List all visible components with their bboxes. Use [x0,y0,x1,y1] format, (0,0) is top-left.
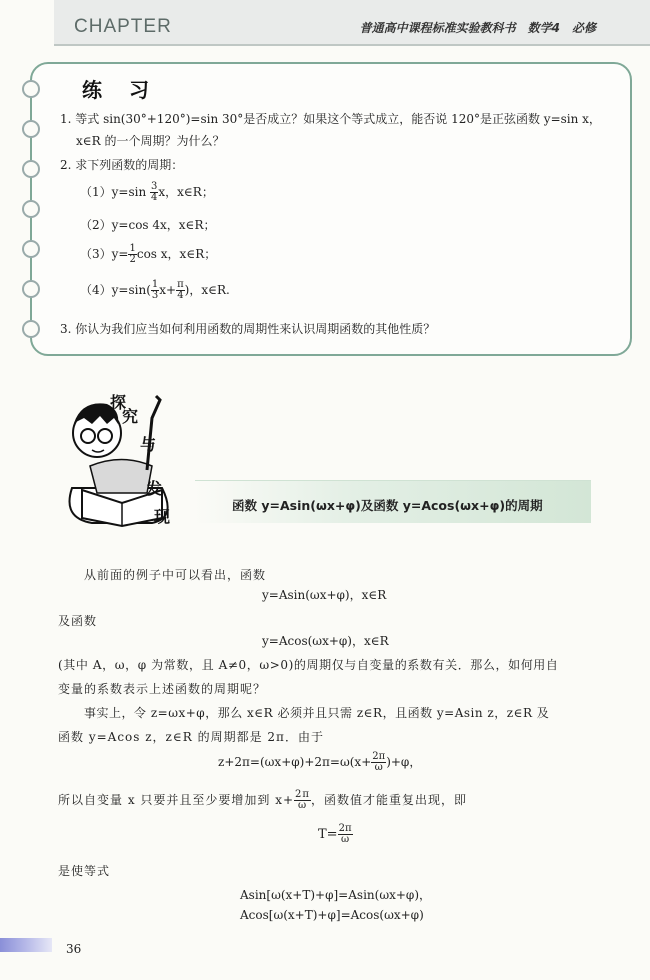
body-paragraph-2: 及函数 [58,614,98,628]
question-2-item-2: （2）y=cos 4x，x∈R； [80,218,216,232]
cartoon-caption-char: 与 [140,435,157,454]
question-2-item-3: （3）y= $\frac{1}{2}$ cos x，x∈R； [80,243,217,265]
question-1-line-2: x∈R 的一个周期？为什么？ [76,134,225,148]
question-1-line-1: 1. 等式 sin(30°+120°)=sin 30°是否成立？如果这个等式成立，能否说 120°是正弦函数 y=sin x， [60,112,601,126]
formula-acos: y=Acos(ωx+φ)，x∈R [262,634,389,648]
page-header [54,0,650,46]
body-paragraph-4-line-1: 事实上，令 z=ωx+φ，那么 x∈R 必须并且只需 z∈R，且函数 y=Asin z，z∈R 及 [84,706,550,720]
body-paragraph-3-line-1: (其中 A，ω，φ 为常数，且 A≠0，ω>0)的周期仅与自变量的系数有关．那么，如何用自 [58,658,559,672]
cartoon-caption-char: 探 [110,393,127,412]
cartoon-caption-char: 现 [154,507,171,526]
binder-ring-icon [22,320,40,338]
cartoon-caption-char: 发 [146,479,163,498]
book-title: 普通高中课程标准实验教科书 数学4 必修 [359,21,596,35]
body-paragraph-4-line-2: 函数 y=Acos z，z∈R 的周期都是 2π．由于 [58,730,324,744]
cartoon-student-illustration [52,378,182,528]
cartoon-caption-char: 究 [122,407,139,426]
period-formula: T= $\frac{2\pi}{\omega}$ [318,823,352,845]
equation-z-shift: z+2π=(ωx+φ)+2π=ω(x+ $\frac{2\pi}{\omega}$ )+φ， [218,751,422,773]
binder-ring-icon [22,80,40,98]
page-number: 36 [66,942,82,956]
page-number-bar [0,938,52,952]
exercise-box [30,62,632,356]
chapter-label: CHAPTER [74,16,172,37]
question-2-item-1: （1）y=sin $\frac{3}{4}$ x，x∈R； [80,181,214,203]
question-3: 3. 你认为我们应当如何利用函数的周期性来认识周期函数的其他性质？ [60,322,436,336]
binder-ring-icon [22,160,40,178]
question-2-item-4: （4）y=sin( $\frac{1}{3}$ x+ $\frac{\pi}{4}$ )，x∈R. [80,279,230,301]
binder-ring-icon [22,240,40,258]
binder-ring-icon [22,200,40,218]
body-paragraph-6: 是使等式 [58,864,111,878]
question-2: 2. 求下列函数的周期： [60,158,184,172]
body-paragraph-1: 从前面的例子中可以看出，函数 [84,568,267,582]
section-title: 函数 y=Asin(ωx+φ)及函数 y=Acos(ωx+φ)的周期 [232,498,543,513]
formula-asin: y=Asin(ωx+φ)，x∈R [262,588,387,602]
binder-ring-icon [22,120,40,138]
binder-ring-icon [22,280,40,298]
exercise-title: 练 习 [82,78,159,102]
equation-asin-identity: Asin[ω(x+T)+φ]=Asin(ωx+φ)， [240,888,432,902]
body-paragraph-5: 所以自变量 x 只要并且至少要增加到 x+ $\frac{2\pi}{\omega}$ ，函数值才能重复出现，即 [58,789,467,811]
body-paragraph-3-line-2: 变量的系数表示上述函数的周期呢？ [58,682,267,696]
equation-acos-identity: Acos[ω(x+T)+φ]=Acos(ωx+φ) [240,908,424,922]
